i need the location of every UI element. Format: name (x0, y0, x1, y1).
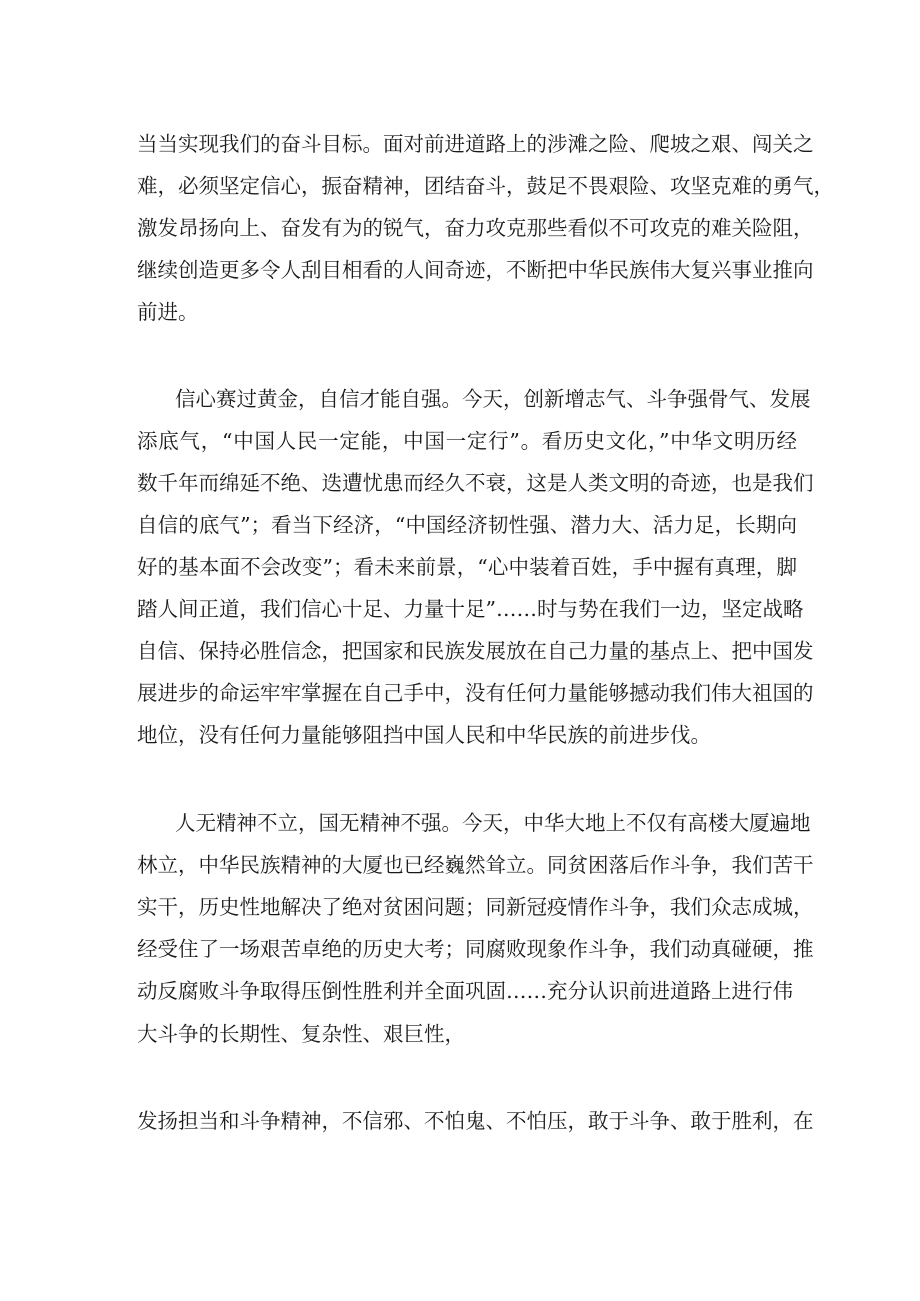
text-line: 难，必须坚定信心，振奋精神，团结奋斗，鼓足不畏艰险、攻坚克难的勇气， (137, 174, 834, 198)
text-line: 经受住了一场艰苦卓绝的历史大考；同腐败现象作斗争，我们动真碰硬，推 (137, 937, 814, 961)
text-line: 发扬担当和斗争精神，不信邪、不怕鬼、不怕压，敢于斗争、敢于胜利，在 (137, 1109, 814, 1133)
text-line: 添底气，“中国人民一定能，中国一定行”。看历史文化，”中华文明历经 (137, 429, 797, 453)
text-line: 信心赛过黄金，自信才能自强。今天，创新增志气、斗争强骨气、发展 (175, 387, 811, 411)
text-line: 继续创造更多令人刮目相看的人间奇迹，不断把中华民族伟大复兴事业推向 (137, 258, 814, 282)
text-line: 数千年而绵延不绝、迭遭忧患而经久不衰，这是人类文明的奇迹，也是我们 (137, 471, 814, 495)
text-line: 自信的底气”；看当下经济，“中国经济韧性强、潜力大、活力足，长期向 (137, 513, 797, 537)
text-line: 好的基本面不会改变”；看未来前景，“心中装着百姓，手中握有真理，脚 (137, 555, 797, 579)
text-line: 动反腐败斗争取得压倒性胜利并全面巩固……充分认识前进道路上进行伟 (137, 979, 793, 1003)
text-line: 林立，中华民族精神的大厦也已经巍然耸立。同贫困落后作斗争，我们苦干 (137, 853, 814, 877)
text-line: 踏人间正道，我们信心十足、力量十足”……时与势在我们一边，坚定战略 (137, 597, 804, 621)
text-line: 大斗争的长期性、复杂性、艰巨性， (137, 1022, 465, 1046)
text-line: 实干，历史性地解决了绝对贫困问题；同新冠疫情作斗争，我们众志成城， (137, 895, 814, 919)
text-line: 当当实现我们的奋斗目标。面对前进道路上的涉滩之险、爬坡之艰、闯关之 (137, 132, 814, 156)
text-line: 自信、保持必胜信念，把国家和民族发展放在自己力量的基点上、把中国发 (137, 639, 814, 663)
text-line: 人无精神不立，国无精神不强。今天，中华大地上不仅有高楼大厦遍地 (175, 811, 811, 835)
text-line: 激发昂扬向上、奋发有为的锐气，奋力攻克那些看似不可攻克的难关险阻， (137, 216, 814, 240)
text-line: 展进步的命运牢牢掌握在自己手中，没有任何力量能够撼动我们伟大祖国的 (137, 681, 814, 705)
text-line: 前进。 (137, 300, 199, 324)
text-line: 地位，没有任何力量能够阻挡中国人民和中华民族的前进步伐。 (137, 723, 711, 747)
